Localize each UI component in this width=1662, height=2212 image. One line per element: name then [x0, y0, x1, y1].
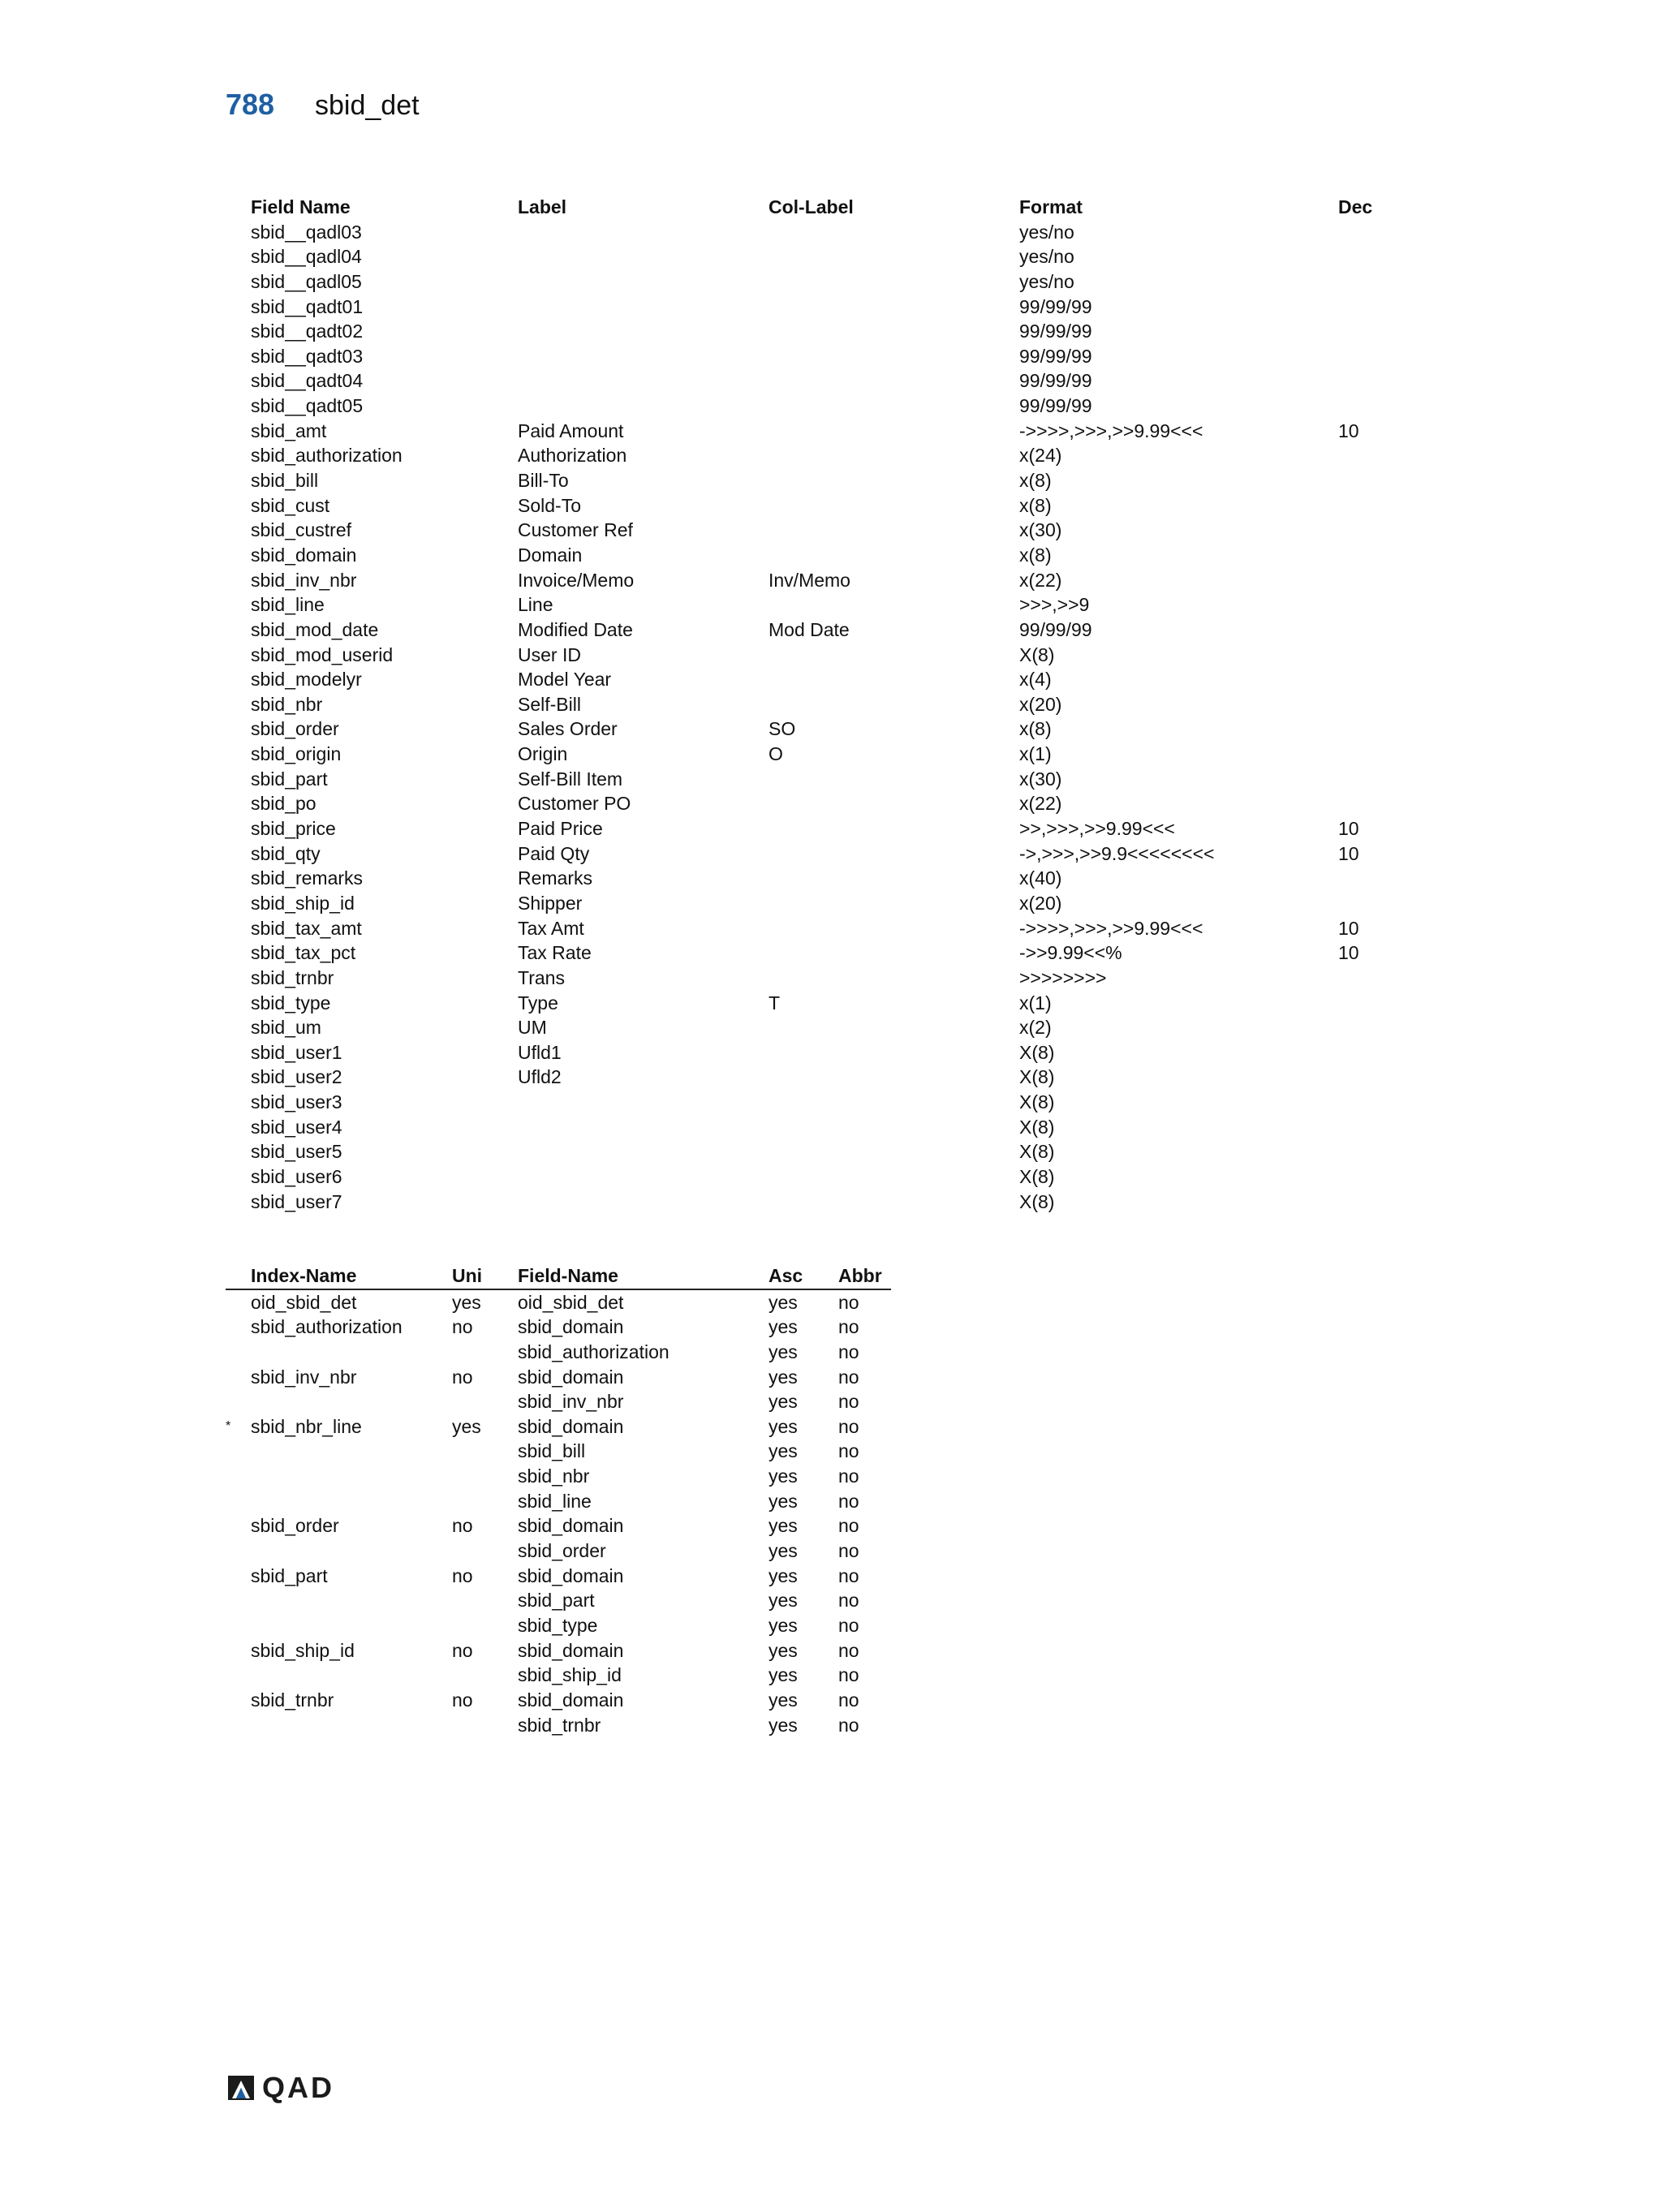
field-name-cell: sbid_price	[251, 818, 336, 840]
label-cell: User ID	[518, 643, 581, 665]
format-cell: X(8)	[1019, 1066, 1055, 1088]
col-label-cell: Mod Date	[769, 618, 850, 640]
label-cell: Origin	[518, 743, 568, 765]
label-cell: Bill-To	[518, 470, 569, 492]
asc-cell: yes	[769, 1465, 798, 1487]
format-cell: ->,>>>,>>9.9<<<<<<<<	[1019, 842, 1215, 864]
dec-cell: 10	[1338, 942, 1359, 964]
abbr-cell: no	[838, 1689, 859, 1711]
abbr-cell: no	[838, 1540, 859, 1562]
asc-cell: yes	[769, 1515, 798, 1537]
col-label-cell: T	[769, 992, 781, 1013]
label-cell: Trans	[518, 966, 565, 988]
format-cell: x(40)	[1019, 867, 1062, 889]
col-header-field-name: Field-Name	[518, 1265, 618, 1286]
index-field-cell: sbid_bill	[518, 1440, 586, 1462]
abbr-cell: no	[838, 1515, 859, 1537]
field-name-cell: sbid_tax_pct	[251, 942, 356, 964]
abbr-cell: no	[838, 1639, 859, 1661]
label-cell: Customer Ref	[518, 519, 633, 541]
table-row	[226, 1414, 891, 1440]
label-cell: Paid Price	[518, 818, 603, 840]
label-cell: Ufld2	[518, 1066, 562, 1088]
unique-cell: yes	[452, 1291, 481, 1313]
format-cell: x(20)	[1019, 693, 1062, 715]
abbr-cell: no	[838, 1590, 859, 1612]
index-field-cell: sbid_domain	[518, 1415, 624, 1437]
table-row	[226, 1564, 891, 1589]
field-name-cell: sbid_user2	[251, 1066, 342, 1088]
field-name-cell: sbid_user1	[251, 1041, 342, 1063]
col-header-format: Format	[1019, 196, 1083, 217]
label-cell: Model Year	[518, 669, 612, 691]
label-cell: Customer PO	[518, 793, 631, 815]
asc-cell: yes	[769, 1590, 798, 1612]
field-name-cell: sbid_user5	[251, 1141, 342, 1163]
format-cell: 99/99/99	[1019, 295, 1092, 317]
col-label-cell: O	[769, 743, 783, 765]
format-cell: yes/no	[1019, 221, 1074, 243]
abbr-cell: no	[838, 1564, 859, 1586]
qad-logo	[225, 2071, 334, 2105]
index-field-cell: sbid_type	[518, 1614, 598, 1636]
index-table-header	[226, 1263, 891, 1290]
format-cell: 99/99/99	[1019, 395, 1092, 417]
col-header-asc: Asc	[769, 1265, 803, 1286]
format-cell: ->>>>,>>>,>>9.99<<<	[1019, 420, 1203, 441]
index-field-cell: sbid_domain	[518, 1316, 624, 1338]
table-row	[226, 1290, 891, 1315]
asc-cell: yes	[769, 1689, 798, 1711]
field-name-cell: sbid_user3	[251, 1091, 342, 1113]
col-header-index-name: Index-Name	[251, 1265, 357, 1286]
field-name-cell: sbid_amt	[251, 420, 327, 441]
format-cell: x(4)	[1019, 669, 1052, 691]
format-cell: X(8)	[1019, 643, 1055, 665]
asc-cell: yes	[769, 1639, 798, 1661]
label-cell: Sales Order	[518, 718, 618, 740]
qad-logo-icon	[225, 2074, 257, 2102]
col-label-cell: SO	[769, 718, 796, 740]
asc-cell: yes	[769, 1415, 798, 1437]
format-cell: x(22)	[1019, 569, 1062, 591]
table-row	[226, 1588, 891, 1613]
page-number: 788	[226, 88, 275, 121]
page-header	[226, 88, 420, 122]
abbr-cell: no	[838, 1664, 859, 1686]
index-name-cell: sbid_inv_nbr	[251, 1366, 357, 1388]
index-table	[226, 1263, 891, 1737]
field-name-cell: sbid_cust	[251, 494, 330, 516]
field-name-cell: sbid_part	[251, 768, 328, 790]
index-name-cell: sbid_nbr_line	[251, 1415, 362, 1437]
format-cell: x(2)	[1019, 1017, 1052, 1039]
field-name-cell: sbid_mod_date	[251, 618, 379, 640]
unique-cell: yes	[452, 1415, 481, 1437]
field-name-cell: sbid__qadt02	[251, 321, 364, 342]
index-name-cell: sbid_trnbr	[251, 1689, 334, 1711]
field-name-cell: sbid_trnbr	[251, 966, 334, 988]
field-name-cell: sbid_type	[251, 992, 331, 1013]
index-name-cell: oid_sbid_det	[251, 1291, 357, 1313]
format-cell: X(8)	[1019, 1091, 1055, 1113]
unique-cell: no	[452, 1689, 473, 1711]
format-cell: x(24)	[1019, 445, 1062, 467]
format-cell: >>,>>>,>>9.99<<<	[1019, 818, 1175, 840]
field-name-cell: sbid_domain	[251, 544, 357, 566]
format-cell: x(22)	[1019, 793, 1062, 815]
format-cell: x(30)	[1019, 768, 1062, 790]
abbr-cell: no	[838, 1415, 859, 1437]
table-row	[226, 1439, 891, 1464]
field-name-cell: sbid_line	[251, 594, 325, 616]
field-name-cell: sbid_custref	[251, 519, 352, 541]
abbr-cell: no	[838, 1341, 859, 1362]
label-cell: Tax Rate	[518, 942, 592, 964]
table-row	[226, 1663, 891, 1688]
field-name-cell: sbid__qadt01	[251, 295, 364, 317]
asc-cell: yes	[769, 1440, 798, 1462]
index-field-cell: sbid_domain	[518, 1564, 624, 1586]
label-cell: Paid Qty	[518, 842, 590, 864]
label-cell: UM	[518, 1017, 547, 1039]
table-row	[226, 1464, 891, 1489]
index-name-cell: sbid_order	[251, 1515, 339, 1537]
field-name-cell: sbid_nbr	[251, 693, 323, 715]
col-label-cell: Inv/Memo	[769, 569, 850, 591]
table-row	[226, 1688, 891, 1713]
asc-cell: yes	[769, 1316, 798, 1338]
index-field-cell: sbid_domain	[518, 1689, 624, 1711]
field-name-cell: sbid_tax_amt	[251, 917, 362, 939]
table-row	[226, 1365, 891, 1390]
index-name-cell: sbid_part	[251, 1564, 328, 1586]
asc-cell: yes	[769, 1540, 798, 1562]
label-cell: Invoice/Memo	[518, 569, 635, 591]
col-header-uni: Uni	[452, 1265, 483, 1286]
dec-cell: 10	[1338, 818, 1359, 840]
label-cell: Domain	[518, 544, 583, 566]
format-cell: yes/no	[1019, 270, 1074, 292]
index-field-cell: sbid_nbr	[518, 1465, 590, 1487]
field-name-cell: sbid__qadt03	[251, 345, 364, 367]
index-field-cell: sbid_domain	[518, 1639, 624, 1661]
field-name-cell: sbid_user7	[251, 1190, 342, 1212]
index-field-cell: sbid_authorization	[518, 1341, 670, 1362]
table-row	[226, 1613, 891, 1638]
format-cell: 99/99/99	[1019, 345, 1092, 367]
format-cell: 99/99/99	[1019, 321, 1092, 342]
index-name-cell: sbid_ship_id	[251, 1639, 355, 1661]
field-name-cell: sbid_modelyr	[251, 669, 362, 691]
unique-cell: no	[452, 1316, 473, 1338]
format-cell: X(8)	[1019, 1190, 1055, 1212]
format-cell: 99/99/99	[1019, 618, 1092, 640]
field-name-cell: sbid_po	[251, 793, 316, 815]
index-field-cell: sbid_domain	[518, 1366, 624, 1388]
field-name-cell: sbid__qadt05	[251, 395, 364, 417]
table-row	[226, 1513, 891, 1539]
index-field-cell: sbid_trnbr	[518, 1714, 601, 1736]
col-header-field-name: Field Name	[251, 196, 351, 217]
field-name-cell: sbid_inv_nbr	[251, 569, 357, 591]
index-field-cell: sbid_line	[518, 1490, 592, 1512]
field-name-cell: sbid__qadl05	[251, 270, 362, 292]
format-cell: X(8)	[1019, 1141, 1055, 1163]
col-header-abbr: Abbr	[838, 1265, 882, 1286]
field-name-cell: sbid_remarks	[251, 867, 364, 889]
index-field-cell: sbid_ship_id	[518, 1664, 622, 1686]
dec-cell: 10	[1338, 842, 1359, 864]
asc-cell: yes	[769, 1341, 798, 1362]
asc-cell: yes	[769, 1564, 798, 1586]
asc-cell: yes	[769, 1490, 798, 1512]
table-row	[226, 1638, 891, 1663]
format-cell: 99/99/99	[1019, 370, 1092, 392]
unique-cell: no	[452, 1515, 473, 1537]
field-name-cell: sbid_origin	[251, 743, 342, 765]
field-name-cell: sbid__qadl04	[251, 246, 362, 268]
format-cell: ->>>>,>>>,>>9.99<<<	[1019, 917, 1203, 939]
format-cell: x(20)	[1019, 892, 1062, 914]
label-cell: Type	[518, 992, 558, 1013]
label-cell: Paid Amount	[518, 420, 624, 441]
primary-index-marker: *	[226, 1418, 231, 1433]
abbr-cell: no	[838, 1291, 859, 1313]
label-cell: Shipper	[518, 892, 583, 914]
table-row	[226, 1340, 891, 1365]
abbr-cell: no	[838, 1440, 859, 1462]
label-cell: Sold-To	[518, 494, 581, 516]
field-name-cell: sbid_user4	[251, 1116, 342, 1138]
abbr-cell: no	[838, 1714, 859, 1736]
index-field-cell: sbid_domain	[518, 1515, 624, 1537]
format-cell: X(8)	[1019, 1116, 1055, 1138]
field-name-cell: sbid_mod_userid	[251, 643, 394, 665]
field-name-cell: sbid_user6	[251, 1165, 342, 1187]
field-name-cell: sbid_qty	[251, 842, 321, 864]
format-cell: x(1)	[1019, 743, 1052, 765]
abbr-cell: no	[838, 1366, 859, 1388]
page-title: sbid_det	[315, 90, 420, 121]
field-name-cell: sbid_order	[251, 718, 339, 740]
asc-cell: yes	[769, 1614, 798, 1636]
format-cell: x(8)	[1019, 718, 1052, 740]
format-cell: yes/no	[1019, 246, 1074, 268]
unique-cell: no	[452, 1366, 473, 1388]
col-header-dec: Dec	[1338, 196, 1373, 217]
label-cell: Ufld1	[518, 1041, 562, 1063]
table-row	[226, 1315, 891, 1340]
table-row	[226, 1713, 891, 1738]
abbr-cell: no	[838, 1316, 859, 1338]
col-header-label: Label	[518, 196, 567, 217]
dec-cell: 10	[1338, 917, 1359, 939]
field-name-cell: sbid_authorization	[251, 445, 403, 467]
index-field-cell: oid_sbid_det	[518, 1291, 624, 1313]
asc-cell: yes	[769, 1291, 798, 1313]
index-field-cell: sbid_inv_nbr	[518, 1391, 624, 1413]
format-cell: X(8)	[1019, 1165, 1055, 1187]
table-row	[226, 1389, 891, 1414]
index-field-cell: sbid_order	[518, 1540, 606, 1562]
format-cell: >>>,>>9	[1019, 594, 1090, 616]
field-name-cell: sbid__qadt04	[251, 370, 364, 392]
abbr-cell: no	[838, 1490, 859, 1512]
field-name-cell: sbid_um	[251, 1017, 321, 1039]
format-cell: ->>9.99<<%	[1019, 942, 1122, 964]
label-cell: Authorization	[518, 445, 627, 467]
format-cell: X(8)	[1019, 1041, 1055, 1063]
table-row	[226, 1489, 891, 1514]
label-cell: Self-Bill Item	[518, 768, 623, 790]
label-cell: Remarks	[518, 867, 593, 889]
format-cell: x(1)	[1019, 992, 1052, 1013]
field-name-cell: sbid_bill	[251, 470, 319, 492]
field-name-cell: sbid_ship_id	[251, 892, 355, 914]
label-cell: Line	[518, 594, 553, 616]
label-cell: Self-Bill	[518, 693, 581, 715]
label-cell: Modified Date	[518, 618, 633, 640]
abbr-cell: no	[838, 1391, 859, 1413]
label-cell: Tax Amt	[518, 917, 584, 939]
asc-cell: yes	[769, 1714, 798, 1736]
format-cell: x(8)	[1019, 494, 1052, 516]
asc-cell: yes	[769, 1391, 798, 1413]
table-row	[226, 1539, 891, 1564]
dec-cell: 10	[1338, 420, 1359, 441]
asc-cell: yes	[769, 1664, 798, 1686]
abbr-cell: no	[838, 1614, 859, 1636]
unique-cell: no	[452, 1639, 473, 1661]
logo-text: QAD	[262, 2071, 334, 2104]
field-name-cell: sbid__qadl03	[251, 221, 362, 243]
asc-cell: yes	[769, 1366, 798, 1388]
abbr-cell: no	[838, 1465, 859, 1487]
format-cell: >>>>>>>>	[1019, 966, 1107, 988]
index-field-cell: sbid_part	[518, 1590, 595, 1612]
format-cell: x(30)	[1019, 519, 1062, 541]
format-cell: x(8)	[1019, 470, 1052, 492]
unique-cell: no	[452, 1564, 473, 1586]
format-cell: x(8)	[1019, 544, 1052, 566]
index-name-cell: sbid_authorization	[251, 1316, 403, 1338]
col-header-col-label: Col-Label	[769, 196, 854, 217]
